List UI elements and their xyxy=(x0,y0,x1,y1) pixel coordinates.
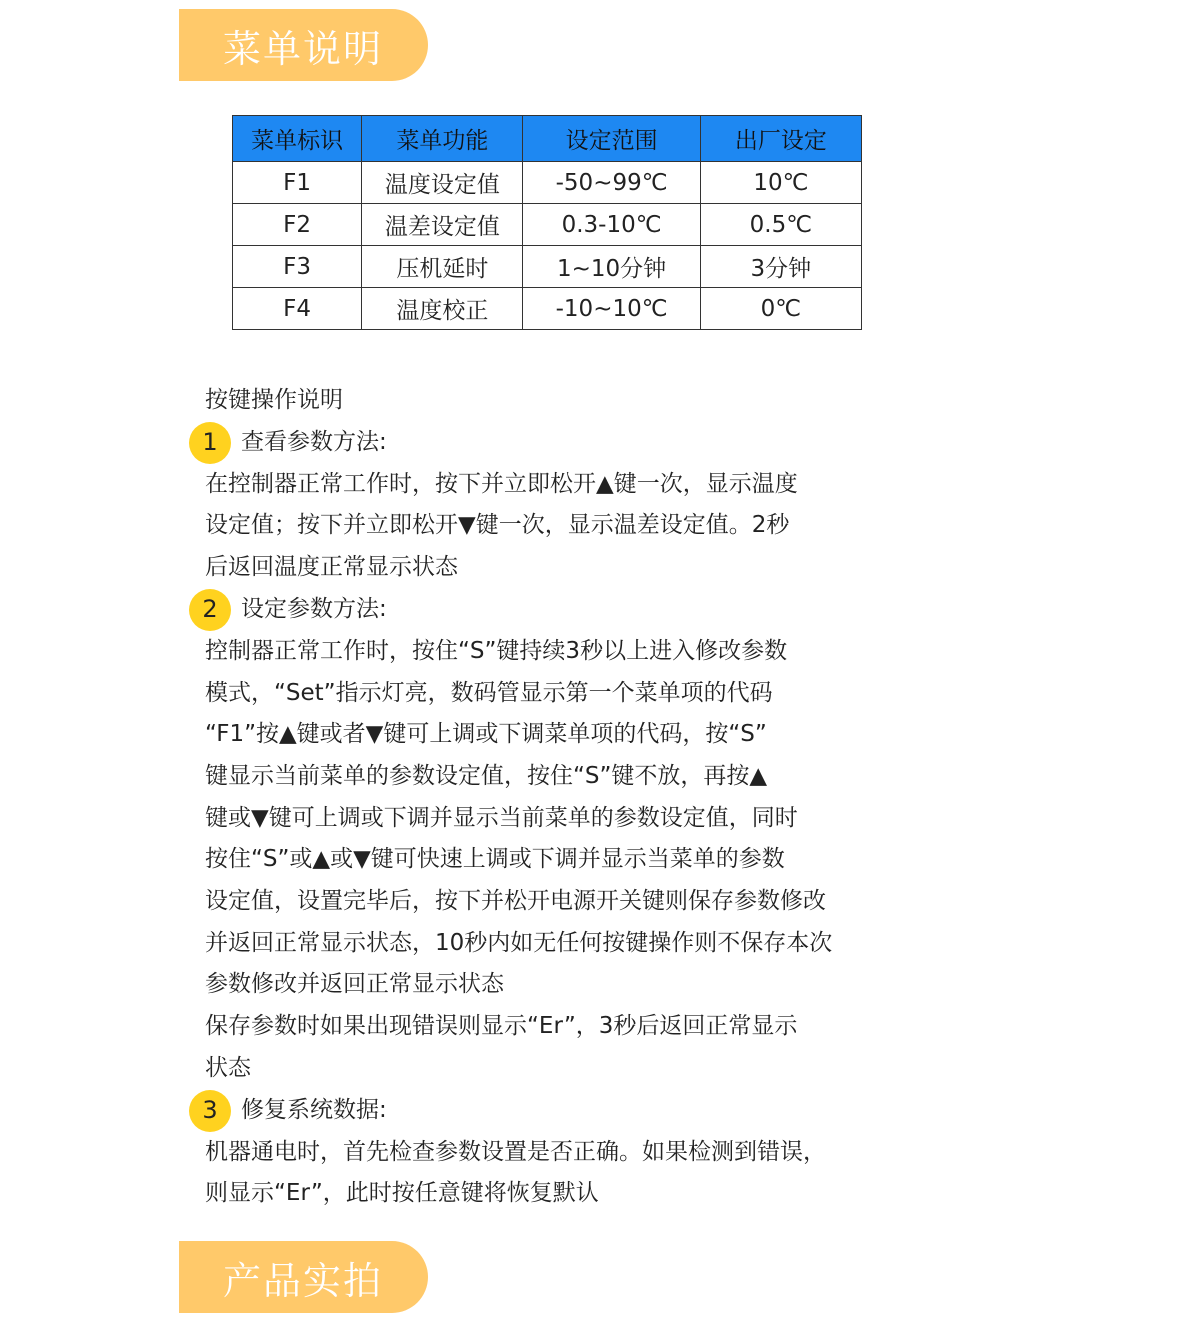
step-heading-restore-data xyxy=(189,1090,925,1132)
instruction-line: 键显示当前菜单的参数设定值，按住“S”键不放，再按▲ xyxy=(205,762,768,789)
cell-setting-range: -10~10℃ xyxy=(523,288,700,330)
header-setting-range: 设定范围 xyxy=(523,116,700,162)
step-heading-view-params xyxy=(189,422,925,464)
cell-factory-setting: 0℃ xyxy=(700,288,861,330)
step-number-badge: 3 xyxy=(189,1090,231,1132)
table-row xyxy=(233,246,862,288)
table-row xyxy=(233,204,862,246)
instruction-line: 设定值，设置完毕后，按下并松开电源开关键则保存参数修改 xyxy=(205,888,826,915)
instruction-line: 机器通电时，首先检查参数设置是否正确。如果检测到错误， xyxy=(205,1138,826,1165)
instruction-line: 参数修改并返回正常显示状态 xyxy=(205,971,504,998)
step-heading-text: 查看参数方法: xyxy=(241,428,387,455)
header-menu-id: 菜单标识 xyxy=(233,116,362,162)
menu-settings-table xyxy=(232,115,862,330)
instruction-line: 保存参数时如果出现错误则显示“Er”，3秒后返回正常显示 xyxy=(205,1013,798,1040)
cell-menu-function: 温差设定值 xyxy=(362,204,523,246)
cell-menu-function: 温度设定值 xyxy=(362,162,523,204)
instruction-line: “F1”按▲键或者▼键可上调或下调菜单项的代码，按“S” xyxy=(205,721,767,748)
product-photo-section-banner: 产品实拍 xyxy=(179,1241,428,1313)
cell-setting-range: 1~10分钟 xyxy=(523,246,700,288)
cell-menu-id: F3 xyxy=(233,246,362,288)
step-number-badge: 2 xyxy=(189,589,231,631)
table-row xyxy=(233,162,862,204)
step-heading-text: 设定参数方法: xyxy=(241,595,387,622)
step-number-badge: 1 xyxy=(189,422,231,464)
instruction-line: 则显示“Er”，此时按任意键将恢复默认 xyxy=(205,1180,599,1207)
instruction-line: 键或▼键可上调或下调并显示当前菜单的参数设定值，同时 xyxy=(205,804,798,831)
cell-factory-setting: 3分钟 xyxy=(700,246,861,288)
cell-menu-id: F2 xyxy=(233,204,362,246)
instruction-line: 在控制器正常工作时，按下并立即松开▲键一次，显示温度 xyxy=(205,470,798,497)
instruction-line: 并返回正常显示状态，10秒内如无任何按键操作则不保存本次 xyxy=(205,929,833,956)
instruction-line: 状态 xyxy=(205,1054,251,1081)
instruction-line: 控制器正常工作时，按住“S”键持续3秒以上进入修改参数 xyxy=(205,637,788,664)
cell-factory-setting: 10℃ xyxy=(700,162,861,204)
instructions-title: 按键操作说明 xyxy=(205,387,343,413)
instruction-line: 模式，“Set”指示灯亮，数码管显示第一个菜单项的代码 xyxy=(205,679,773,706)
menu-section-banner: 菜单说明 xyxy=(179,9,428,81)
step-heading-set-params xyxy=(189,589,925,631)
header-menu-function: 菜单功能 xyxy=(362,116,523,162)
table-header-row xyxy=(233,116,862,162)
cell-menu-id: F1 xyxy=(233,162,362,204)
instruction-line: 按住“S”或▲或▼键可快速上调或下调并显示当菜单的参数 xyxy=(205,846,785,873)
cell-setting-range: -50~99℃ xyxy=(523,162,700,204)
cell-factory-setting: 0.5℃ xyxy=(700,204,861,246)
key-operation-instructions xyxy=(202,380,925,1215)
table-row xyxy=(233,288,862,330)
header-factory-setting: 出厂设定 xyxy=(700,116,861,162)
instruction-line: 设定值；按下并立即松开▼键一次，显示温差设定值。2秒 xyxy=(205,512,790,539)
instruction-line: 后返回温度正常显示状态 xyxy=(205,554,458,581)
cell-menu-id: F4 xyxy=(233,288,362,330)
cell-menu-function: 压机延时 xyxy=(362,246,523,288)
cell-setting-range: 0.3-10℃ xyxy=(523,204,700,246)
step-heading-text: 修复系统数据: xyxy=(241,1096,387,1123)
cell-menu-function: 温度校正 xyxy=(362,288,523,330)
